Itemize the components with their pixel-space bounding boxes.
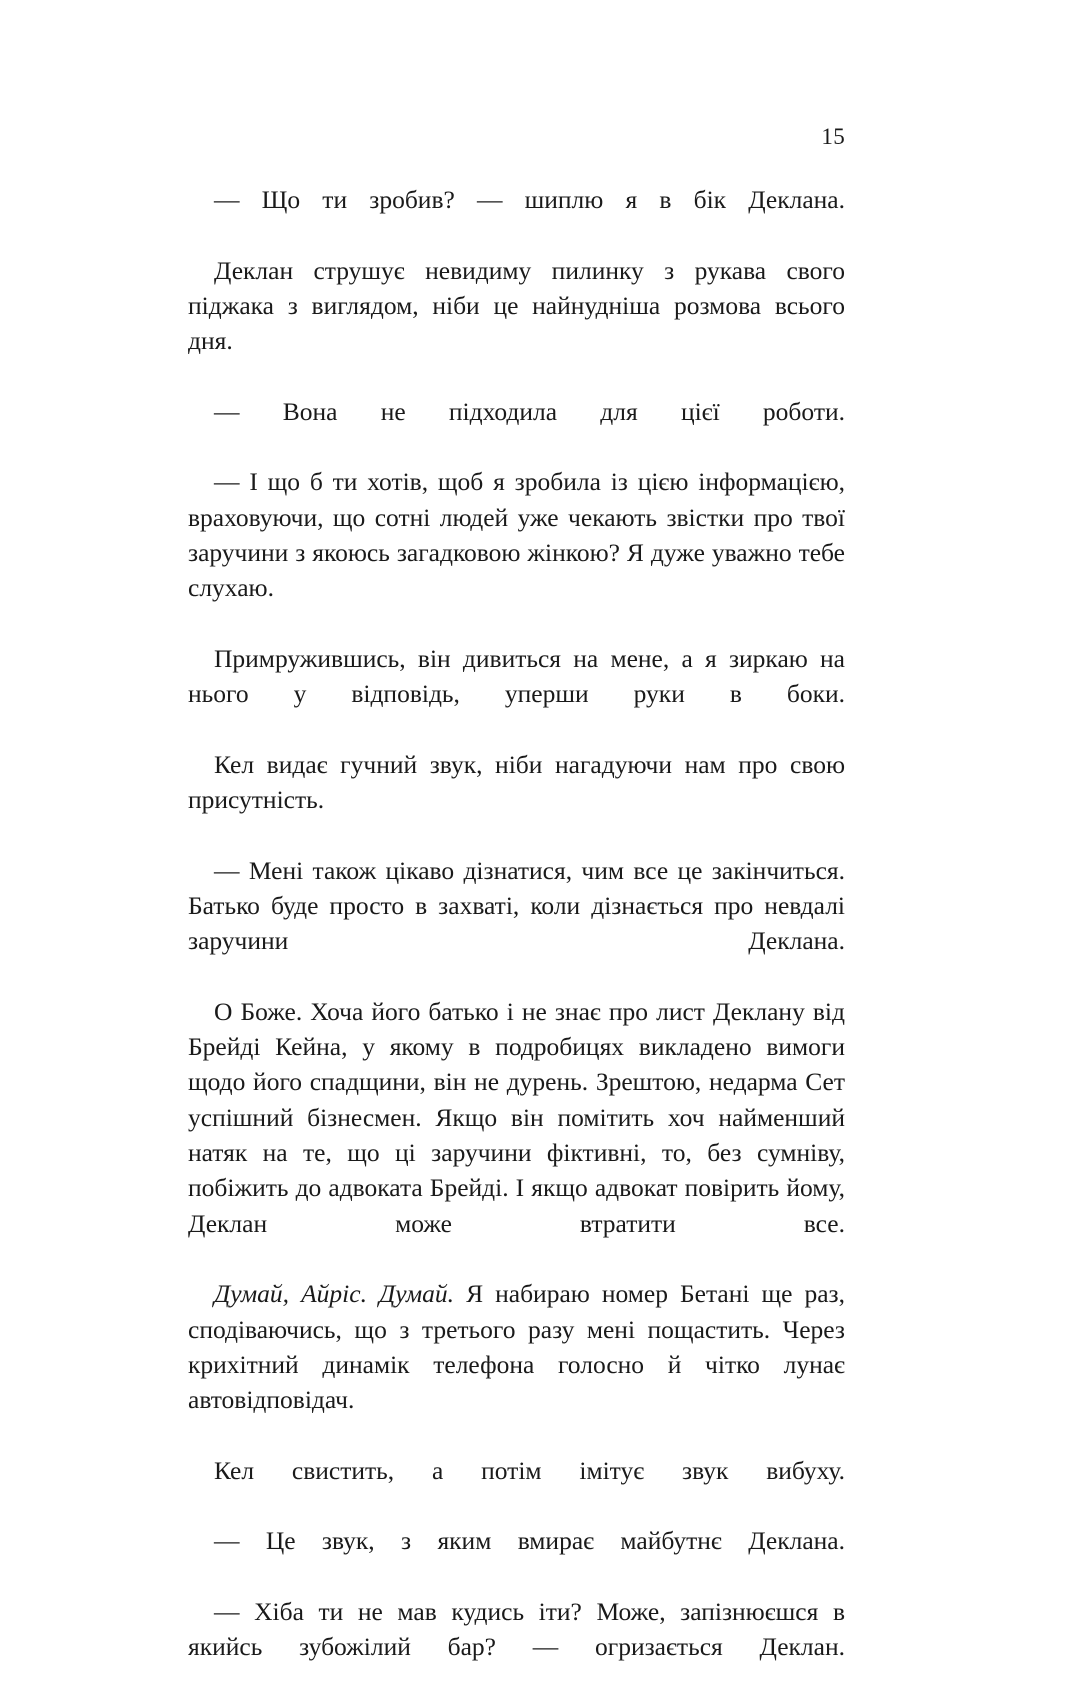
paragraph: — І що б ти хотів, щоб я зробила із цією інформацією, враховуючи, що сотні людей уже чекають звістки про твої заручини з якоюсь загадковою жінкою? Я дуже уважно тебе слухаю.: [188, 467, 845, 603]
paragraph: Примружившись, він дивиться на мене, а я зиркаю на нього у відповідь, уперши руки в боки.: [188, 643, 845, 709]
paragraph: Деклан струшує невидиму пилинку з рукава свого піджака з виглядом, ніби це найнудніша розмова всього дня.: [188, 255, 845, 356]
paragraph: — Що ти зробив? — шиплю я в бік Деклана.: [214, 185, 845, 214]
italic-emphasis: Думай, Айріс. Думай.: [214, 1279, 455, 1309]
paragraph: Кел свистить, а потім імітує звук вибуху.: [214, 1455, 845, 1485]
body-text-block: [188, 182, 845, 1700]
paragraph-with-italic-lead: [188, 1276, 845, 1452]
paragraph-text: Я набираю номер Бетані ще раз, сподіваючись, що з третього разу мені пощастить. Через крихітний динамік телефона голосно й чітко лунає автовідповідач.: [188, 1279, 845, 1415]
paragraph: О Боже. Хоча його батько і не знає про лист Деклану від Брейді Кейна, у якому в подробицях викладено вимоги щодо його спадщини, він не дурень. Зрештою, недарма Сет успішний бізнесмен. Якщо він помітить хоч найменший натяк на те, що ці заручини фіктивні, то, без сумніву, побіжить до адвоката Брейді. І якщо адвокат повірить йому, Деклан може втратити все.: [188, 996, 845, 1238]
paragraph: — Хіба ти не мав кудись іти? Може, запізнюєшся в якийсь зубожілий бар? — огризається Деклан.: [188, 1596, 845, 1662]
paragraph: Кел видає гучний звук, ніби нагадуючи нам про свою присутність.: [188, 749, 845, 815]
running-head: [188, 125, 845, 149]
paragraph: — Вона не підходила для цієї роботи.: [214, 396, 845, 426]
paragraph: — Це звук, з яким вмирає майбутнє Деклана.: [214, 1526, 845, 1556]
paragraph: — Мені також цікаво дізнатися, чим все це закінчиться. Батько буде просто в захваті, коли дізнається про невдалі заручини Деклана.: [188, 855, 845, 956]
page-number: 15: [821, 124, 845, 149]
